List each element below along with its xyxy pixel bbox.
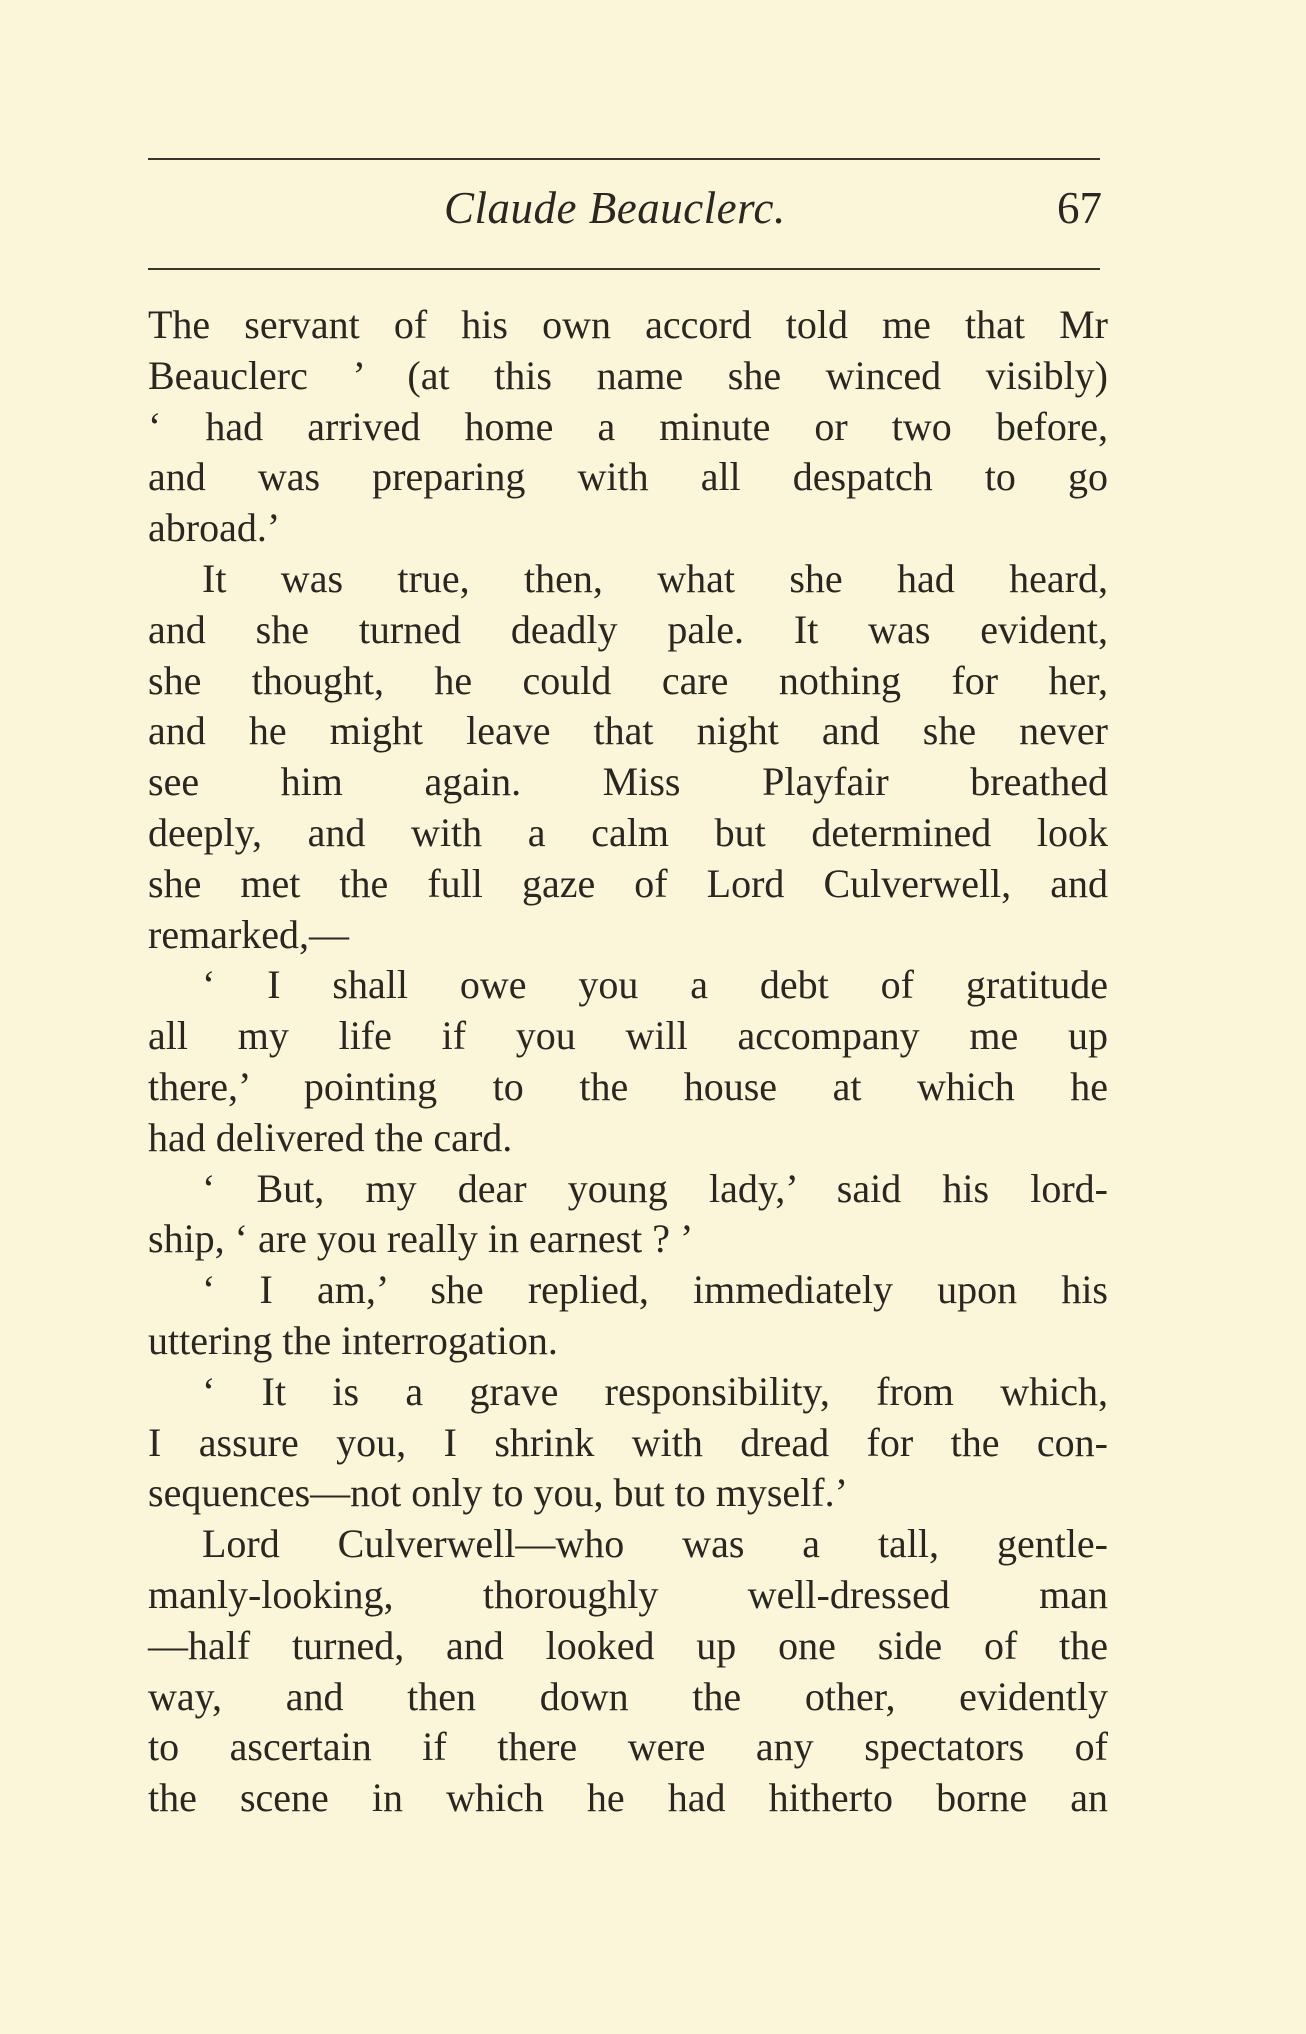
text-line: ‘ had arrived home a minute or two before, (148, 403, 1108, 449)
text-line: ‘ It is a grave responsibility, from which, (202, 1368, 1108, 1414)
text-line: and she turned deadly pale. It was evident, (148, 606, 1108, 652)
text-line: ‘ But, my dear young lady,’ said his lord- (202, 1165, 1108, 1211)
text-line: uttering the interrogation. (148, 1317, 558, 1363)
text-line: sequences—not only to you, but to myself.’ (148, 1470, 848, 1516)
text-line: ‘ I shall owe you a debt of gratitude (202, 962, 1108, 1008)
text-line: Beauclerc ’ (at this name she winced visibly) (148, 352, 1108, 398)
page-number: 67 (1057, 183, 1102, 233)
text-line: The servant of his own accord told me that Mr (148, 302, 1108, 347)
text-line: to ascertain if there were any spectators of (148, 1724, 1108, 1770)
text-line: all my life if you will accompany me up (148, 1013, 1108, 1059)
text-line: the scene in which he had hitherto borne an (148, 1775, 1108, 1821)
text-line: there,’ pointing to the house at which he (148, 1063, 1108, 1109)
text-line: and he might leave that night and she never (148, 708, 1108, 754)
running-header-title: Claude Beauclerc. (444, 183, 786, 233)
text-line: I assure you, I shrink with dread for the con- (148, 1419, 1108, 1465)
text-line: Lord Culverwell—who was a tall, gentle- (202, 1521, 1108, 1567)
text-line: had delivered the card. (148, 1114, 513, 1160)
text-line: way, and then down the other, evidently (148, 1673, 1108, 1719)
text-line: see him again. Miss Playfair breathed (148, 759, 1108, 805)
text-line: —half turned, and looked up one side of the (148, 1622, 1108, 1668)
text-line: she thought, he could care nothing for her, (148, 657, 1108, 703)
text-line: deeply, and with a calm but determined look (148, 809, 1108, 855)
text-line: ship, ‘ are you really in earnest ? ’ (148, 1216, 694, 1262)
text-line: remarked,— (148, 911, 350, 957)
header-bottom-rule (148, 268, 1100, 270)
text-line: she met the full gaze of Lord Culverwell, and (148, 860, 1108, 906)
text-line: manly-looking, thoroughly well-dressed man (148, 1571, 1108, 1617)
text-line: abroad.’ (148, 505, 281, 551)
text-line: It was true, then, what she had heard, (202, 555, 1108, 601)
text-line: ‘ I am,’ she replied, immediately upon his (202, 1267, 1108, 1313)
header-top-rule (148, 158, 1100, 160)
text-line: and was preparing with all despatch to go (148, 454, 1108, 500)
body-text (148, 300, 1108, 1824)
